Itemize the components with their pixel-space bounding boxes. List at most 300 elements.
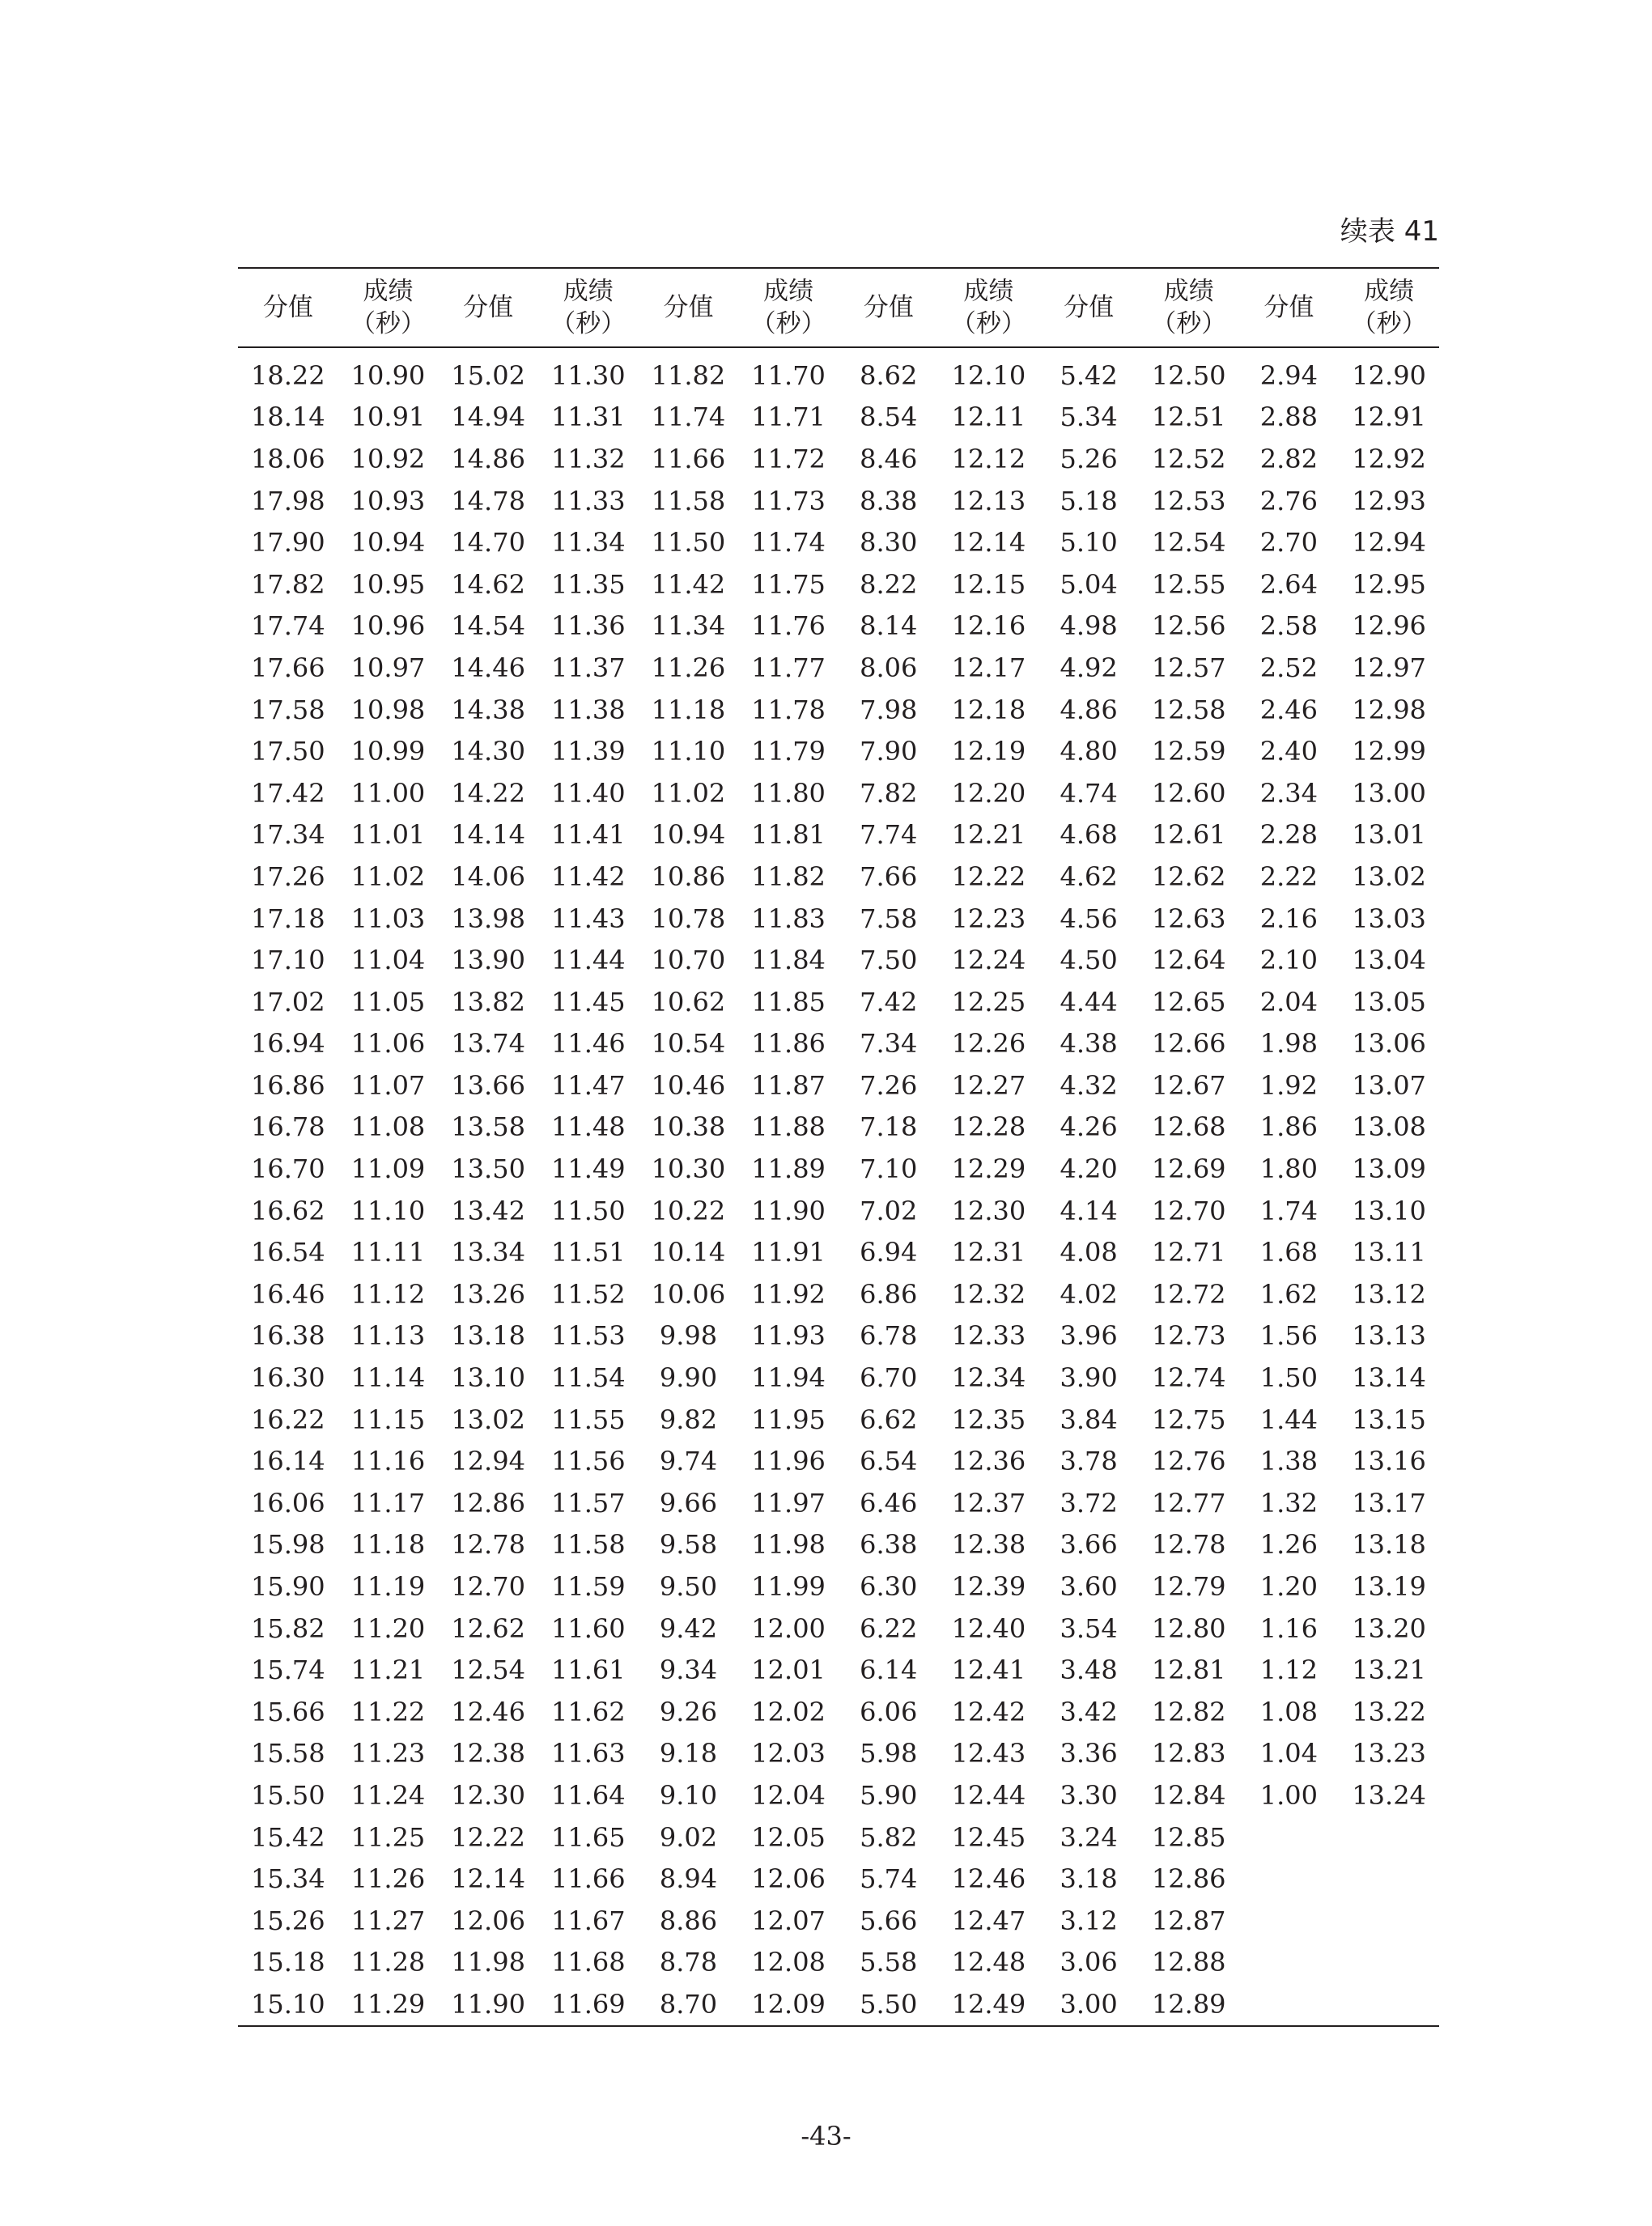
- table-row: [238, 1733, 1439, 1775]
- score-cell: 3.00: [1060, 1988, 1118, 2020]
- score-cell: 15.66: [251, 1696, 325, 1727]
- result-cell: 12.54: [1151, 527, 1226, 559]
- header-result: [1139, 268, 1239, 347]
- score-cell: 8.78: [659, 1947, 718, 1978]
- score-cell: 2.70: [1259, 527, 1319, 559]
- result-cell: 11.69: [550, 1988, 626, 2020]
- result-cell: 12.32: [951, 1278, 1026, 1310]
- result-cell: 12.78: [1151, 1529, 1226, 1561]
- score-cell: 13.50: [451, 1153, 525, 1185]
- result-cell: 13.17: [1352, 1487, 1426, 1519]
- result-cell: 12.99: [1352, 736, 1426, 767]
- score-cell: 3.60: [1060, 1571, 1118, 1603]
- result-cell: 11.39: [550, 736, 626, 767]
- score-cell: 7.34: [860, 1028, 918, 1060]
- score-cell: 11.74: [651, 401, 726, 433]
- result-cell: 13.11: [1352, 1237, 1426, 1268]
- result-cell: 11.38: [550, 694, 626, 725]
- result-cell: 12.06: [751, 1863, 826, 1895]
- header-result-label: 成绩: [1364, 277, 1415, 306]
- result-cell: 12.52: [1151, 443, 1226, 474]
- score-cell: 4.50: [1060, 945, 1118, 976]
- table-row: [238, 772, 1439, 814]
- result-cell: 12.85: [1151, 1821, 1226, 1853]
- header-result-label: 成绩: [1163, 277, 1214, 306]
- result-cell: 11.07: [350, 1069, 426, 1101]
- result-cell: 11.48: [550, 1111, 626, 1143]
- result-cell: 11.12: [350, 1278, 426, 1310]
- result-cell: 10.91: [350, 401, 426, 433]
- score-cell: 15.42: [251, 1821, 325, 1853]
- score-cell: 16.38: [251, 1320, 325, 1352]
- score-cell: 10.78: [651, 903, 726, 934]
- score-cell: 4.14: [1060, 1195, 1118, 1226]
- score-cell: 5.34: [1060, 401, 1118, 433]
- score-cell: 1.68: [1259, 1237, 1319, 1268]
- score-cell: 18.14: [251, 401, 325, 433]
- result-cell: 12.40: [951, 1612, 1026, 1644]
- score-cell: 2.04: [1259, 986, 1319, 1017]
- result-cell: 11.72: [751, 443, 826, 474]
- result-cell: 11.47: [550, 1069, 626, 1101]
- score-cell: 17.58: [251, 694, 325, 725]
- result-cell: 11.20: [350, 1612, 426, 1644]
- result-cell: 11.59: [550, 1571, 626, 1603]
- result-cell: 11.97: [751, 1487, 826, 1519]
- result-cell: 12.16: [951, 610, 1026, 642]
- result-cell: 12.97: [1352, 652, 1426, 683]
- table-row: [238, 1315, 1439, 1357]
- result-cell: 11.24: [350, 1779, 426, 1811]
- result-cell: 11.61: [550, 1655, 626, 1686]
- result-cell: 11.02: [350, 860, 426, 892]
- result-cell: 11.56: [550, 1446, 626, 1477]
- result-cell: 11.93: [751, 1320, 826, 1352]
- score-cell: 4.08: [1060, 1237, 1118, 1268]
- result-cell: 11.09: [350, 1153, 426, 1185]
- score-cell: 3.06: [1060, 1947, 1118, 1978]
- result-cell: 11.81: [751, 819, 826, 851]
- header-result: [338, 268, 439, 347]
- result-cell: 12.63: [1151, 903, 1226, 934]
- score-cell: 6.30: [860, 1571, 918, 1603]
- result-cell: 12.08: [751, 1947, 826, 1978]
- score-cell: 13.10: [451, 1362, 525, 1394]
- table-row: [238, 1649, 1439, 1691]
- score-cell: 8.22: [860, 568, 918, 600]
- score-cell: 2.22: [1259, 860, 1319, 892]
- score-cell: 8.54: [860, 401, 918, 433]
- result-cell: 11.43: [550, 903, 626, 934]
- result-cell: 11.87: [751, 1069, 826, 1101]
- result-cell: 11.11: [350, 1237, 426, 1268]
- result-cell: 11.03: [350, 903, 426, 934]
- result-cell: 12.24: [951, 945, 1026, 976]
- score-cell: 9.10: [659, 1779, 718, 1811]
- score-cell: 17.02: [251, 986, 325, 1017]
- score-cell: [1239, 1900, 1340, 1942]
- score-cell: 1.74: [1259, 1195, 1319, 1226]
- result-cell: 12.05: [751, 1821, 826, 1853]
- result-cell: 12.47: [951, 1905, 1026, 1936]
- result-cell: 11.89: [751, 1153, 826, 1185]
- score-cell: 18.22: [251, 359, 325, 391]
- table-row: [238, 647, 1439, 689]
- score-cell: 13.66: [451, 1069, 525, 1101]
- table-row: [238, 730, 1439, 772]
- result-cell: [1339, 1900, 1439, 1942]
- result-cell: 12.82: [1151, 1696, 1226, 1727]
- result-cell: 12.42: [951, 1696, 1026, 1727]
- score-cell: 8.30: [860, 527, 918, 559]
- score-cell: 12.70: [451, 1571, 525, 1603]
- table-caption: 续表 41: [1340, 215, 1439, 248]
- score-cell: 4.56: [1060, 903, 1118, 934]
- score-cell: 10.06: [651, 1278, 726, 1310]
- score-cell: 9.82: [659, 1404, 718, 1435]
- result-cell: 12.07: [751, 1905, 826, 1936]
- score-cell: 15.26: [251, 1905, 325, 1936]
- score-cell: 14.22: [451, 777, 525, 809]
- score-cell: 15.10: [251, 1988, 325, 2020]
- result-cell: 12.31: [951, 1237, 1026, 1268]
- score-table: [238, 267, 1439, 2027]
- score-cell: 6.54: [860, 1446, 918, 1477]
- table-row: [238, 1107, 1439, 1149]
- score-cell: 13.98: [451, 903, 525, 934]
- score-cell: 8.70: [659, 1988, 718, 2020]
- result-cell: 12.98: [1352, 694, 1426, 725]
- result-cell: 10.97: [350, 652, 426, 683]
- score-cell: 6.22: [860, 1612, 918, 1644]
- result-cell: 10.93: [350, 485, 426, 516]
- score-cell: 11.90: [451, 1988, 525, 2020]
- result-cell: 12.19: [951, 736, 1026, 767]
- score-cell: 7.18: [860, 1111, 918, 1143]
- score-cell: 14.62: [451, 568, 525, 600]
- result-cell: 12.58: [1151, 694, 1226, 725]
- result-cell: 12.43: [951, 1738, 1026, 1769]
- result-cell: 12.96: [1352, 610, 1426, 642]
- result-cell: 11.10: [350, 1195, 426, 1226]
- header-result: [1339, 268, 1439, 347]
- result-cell: 13.00: [1352, 777, 1426, 809]
- table-row: [238, 1524, 1439, 1566]
- result-cell: 12.64: [1151, 945, 1226, 976]
- score-cell: 15.58: [251, 1738, 325, 1769]
- score-cell: 8.06: [860, 652, 918, 683]
- score-cell: 15.18: [251, 1947, 325, 1978]
- result-cell: 11.78: [751, 694, 826, 725]
- score-cell: [1239, 1983, 1340, 2026]
- score-cell: 5.26: [1060, 443, 1118, 474]
- score-cell: 18.06: [251, 443, 325, 474]
- score-cell: 7.10: [860, 1153, 918, 1185]
- score-cell: 17.26: [251, 860, 325, 892]
- score-cell: 5.74: [860, 1863, 918, 1895]
- score-cell: 15.02: [451, 359, 525, 391]
- header-result: [538, 268, 639, 347]
- score-cell: 1.26: [1259, 1529, 1319, 1561]
- score-cell: 6.38: [860, 1529, 918, 1561]
- score-cell: 6.86: [860, 1278, 918, 1310]
- score-cell: 5.98: [860, 1738, 918, 1769]
- header-result-label: 成绩: [763, 277, 814, 306]
- score-cell: 17.10: [251, 945, 325, 976]
- result-cell: 13.13: [1352, 1320, 1426, 1352]
- page-number: -43-: [801, 2121, 851, 2152]
- result-cell: 11.44: [550, 945, 626, 976]
- score-cell: 1.92: [1259, 1069, 1319, 1101]
- table-row: [238, 1190, 1439, 1232]
- result-cell: 11.22: [350, 1696, 426, 1727]
- score-cell: 12.30: [451, 1779, 525, 1811]
- score-cell: 12.78: [451, 1529, 525, 1561]
- score-cell: 8.38: [860, 485, 918, 516]
- result-cell: 11.63: [550, 1738, 626, 1769]
- result-cell: 11.90: [751, 1195, 826, 1226]
- result-cell: 13.23: [1352, 1738, 1426, 1769]
- score-cell: 17.18: [251, 903, 325, 934]
- result-cell: 13.02: [1352, 860, 1426, 892]
- score-cell: 6.06: [860, 1696, 918, 1727]
- header-result-label: 成绩: [963, 277, 1014, 306]
- score-cell: 2.88: [1259, 401, 1319, 433]
- result-cell: 11.75: [751, 568, 826, 600]
- table-row: [238, 1565, 1439, 1608]
- score-cell: 14.06: [451, 860, 525, 892]
- score-cell: 4.20: [1060, 1153, 1118, 1185]
- score-cell: 1.20: [1259, 1571, 1319, 1603]
- score-cell: 8.62: [860, 359, 918, 391]
- score-cell: 2.10: [1259, 945, 1319, 976]
- score-cell: 10.86: [651, 860, 726, 892]
- result-cell: 12.46: [951, 1863, 1026, 1895]
- result-cell: 13.16: [1352, 1446, 1426, 1477]
- table-row: [238, 939, 1439, 981]
- result-cell: 10.95: [350, 568, 426, 600]
- score-cell: 10.62: [651, 986, 726, 1017]
- header-result-unit: （秒）: [1151, 309, 1227, 338]
- score-cell: 6.62: [860, 1404, 918, 1435]
- score-cell: 3.78: [1060, 1446, 1118, 1477]
- score-cell: 17.50: [251, 736, 325, 767]
- score-cell: 4.62: [1060, 860, 1118, 892]
- score-cell: 14.70: [451, 527, 525, 559]
- result-cell: 12.66: [1151, 1028, 1226, 1060]
- score-cell: 3.66: [1060, 1529, 1118, 1561]
- result-cell: 12.77: [1151, 1487, 1226, 1519]
- result-cell: 12.61: [1151, 819, 1226, 851]
- result-cell: 11.46: [550, 1028, 626, 1060]
- result-cell: 11.73: [751, 485, 826, 516]
- table-row: [238, 563, 1439, 605]
- result-cell: 12.62: [1151, 860, 1226, 892]
- score-cell: 1.50: [1259, 1362, 1319, 1394]
- result-cell: 13.10: [1352, 1195, 1426, 1226]
- score-cell: 16.30: [251, 1362, 325, 1394]
- table-row: [238, 1691, 1439, 1733]
- result-cell: 11.27: [350, 1905, 426, 1936]
- result-cell: 11.70: [751, 359, 826, 391]
- result-cell: 11.96: [751, 1446, 826, 1477]
- result-cell: 11.37: [550, 652, 626, 683]
- score-cell: 3.96: [1060, 1320, 1118, 1352]
- result-cell: 12.90: [1352, 359, 1426, 391]
- score-cell: 5.04: [1060, 568, 1118, 600]
- result-cell: 12.26: [951, 1028, 1026, 1060]
- result-cell: 11.00: [350, 777, 426, 809]
- score-cell: 6.94: [860, 1237, 918, 1268]
- result-cell: 11.77: [751, 652, 826, 683]
- score-cell: 11.66: [651, 443, 726, 474]
- score-cell: 2.34: [1259, 777, 1319, 809]
- result-cell: 12.12: [951, 443, 1026, 474]
- score-cell: 10.94: [651, 819, 726, 851]
- result-cell: 11.33: [550, 485, 626, 516]
- result-cell: 11.30: [550, 359, 626, 391]
- score-cell: 9.42: [659, 1612, 718, 1644]
- table-row: [238, 1942, 1439, 1984]
- result-cell: 11.29: [350, 1988, 426, 2020]
- table-row: [238, 1774, 1439, 1816]
- table-row: [238, 1399, 1439, 1441]
- result-cell: 11.08: [350, 1111, 426, 1143]
- score-cell: 5.42: [1060, 359, 1118, 391]
- result-cell: 12.65: [1151, 986, 1226, 1017]
- score-cell: 4.02: [1060, 1278, 1118, 1310]
- result-cell: 11.21: [350, 1655, 426, 1686]
- result-cell: 11.23: [350, 1738, 426, 1769]
- table-row: [238, 1482, 1439, 1524]
- score-cell: 12.06: [451, 1905, 525, 1936]
- score-cell: 5.66: [860, 1905, 918, 1936]
- result-cell: 12.21: [951, 819, 1026, 851]
- result-cell: 12.92: [1352, 443, 1426, 474]
- score-cell: 7.98: [860, 694, 918, 725]
- table-row: [238, 898, 1439, 940]
- score-cell: 5.18: [1060, 485, 1118, 516]
- result-cell: 11.67: [550, 1905, 626, 1936]
- table-row: [238, 347, 1439, 397]
- table-body: [238, 347, 1439, 2026]
- result-cell: 12.50: [1151, 359, 1226, 391]
- result-cell: [1339, 1816, 1439, 1859]
- header-result-label: 成绩: [363, 277, 414, 306]
- result-cell: 11.28: [350, 1947, 426, 1978]
- result-cell: 11.16: [350, 1446, 426, 1477]
- result-cell: 11.42: [550, 860, 626, 892]
- score-cell: 3.90: [1060, 1362, 1118, 1394]
- score-cell: 4.68: [1060, 819, 1118, 851]
- score-cell: 2.16: [1259, 903, 1319, 934]
- result-cell: 10.98: [350, 694, 426, 725]
- score-cell: 16.62: [251, 1195, 325, 1226]
- header-score: 分值: [1064, 293, 1115, 322]
- result-cell: 11.14: [350, 1362, 426, 1394]
- score-cell: 7.26: [860, 1069, 918, 1101]
- result-cell: 11.15: [350, 1404, 426, 1435]
- result-cell: 11.62: [550, 1696, 626, 1727]
- result-cell: 12.36: [951, 1446, 1026, 1477]
- score-cell: 17.98: [251, 485, 325, 516]
- result-cell: 11.18: [350, 1529, 426, 1561]
- score-cell: 13.82: [451, 986, 525, 1017]
- score-cell: 11.18: [651, 694, 726, 725]
- score-cell: 1.00: [1259, 1779, 1319, 1811]
- result-cell: 11.06: [350, 1028, 426, 1060]
- result-cell: 11.74: [751, 527, 826, 559]
- result-cell: 11.19: [350, 1571, 426, 1603]
- score-cell: 9.58: [659, 1529, 718, 1561]
- result-cell: 12.20: [951, 777, 1026, 809]
- result-cell: 11.57: [550, 1487, 626, 1519]
- result-cell: 12.09: [751, 1988, 826, 2020]
- score-cell: 5.58: [860, 1947, 918, 1978]
- score-cell: 12.94: [451, 1446, 525, 1477]
- header-score: 分值: [863, 293, 914, 322]
- result-cell: 12.94: [1352, 527, 1426, 559]
- result-cell: 13.01: [1352, 819, 1426, 851]
- result-cell: 11.71: [751, 401, 826, 433]
- score-cell: 4.74: [1060, 777, 1118, 809]
- result-cell: 12.23: [951, 903, 1026, 934]
- score-cell: 14.14: [451, 819, 525, 851]
- score-cell: [1239, 1816, 1340, 1859]
- table-row: [238, 1023, 1439, 1065]
- score-cell: 1.32: [1259, 1487, 1319, 1519]
- result-cell: 12.28: [951, 1111, 1026, 1143]
- score-cell: 4.92: [1060, 652, 1118, 683]
- result-cell: 11.55: [550, 1404, 626, 1435]
- result-cell: 12.70: [1151, 1195, 1226, 1226]
- result-cell: 12.72: [1151, 1278, 1226, 1310]
- result-cell: 11.65: [550, 1821, 626, 1853]
- result-cell: 10.99: [350, 736, 426, 767]
- header-score: 分值: [463, 293, 514, 322]
- result-cell: 12.30: [951, 1195, 1026, 1226]
- score-cell: 7.66: [860, 860, 918, 892]
- score-cell: 2.46: [1259, 694, 1319, 725]
- score-cell: 3.42: [1060, 1696, 1118, 1727]
- result-cell: 13.18: [1352, 1529, 1426, 1561]
- result-cell: 12.51: [1151, 401, 1226, 433]
- score-cell: 17.90: [251, 527, 325, 559]
- result-cell: 12.49: [951, 1988, 1026, 2020]
- score-cell: 8.86: [659, 1905, 718, 1936]
- score-cell: 14.86: [451, 443, 525, 474]
- result-cell: 11.88: [751, 1111, 826, 1143]
- result-cell: 12.34: [951, 1362, 1026, 1394]
- table-row: [238, 1357, 1439, 1399]
- score-cell: 1.04: [1259, 1738, 1319, 1769]
- score-cell: 8.14: [860, 610, 918, 642]
- result-cell: 13.19: [1352, 1571, 1426, 1603]
- score-cell: 17.82: [251, 568, 325, 600]
- result-cell: 12.89: [1151, 1988, 1226, 2020]
- result-cell: 12.35: [951, 1404, 1026, 1435]
- header-score: 分值: [663, 293, 714, 322]
- score-cell: 2.94: [1259, 359, 1319, 391]
- score-cell: 2.64: [1259, 568, 1319, 600]
- score-cell: 11.34: [651, 610, 726, 642]
- result-cell: 13.20: [1352, 1612, 1426, 1644]
- score-cell: 3.30: [1060, 1779, 1118, 1811]
- result-cell: 10.94: [350, 527, 426, 559]
- result-cell: 13.08: [1352, 1111, 1426, 1143]
- result-cell: 12.87: [1151, 1905, 1226, 1936]
- table-row: [238, 1064, 1439, 1107]
